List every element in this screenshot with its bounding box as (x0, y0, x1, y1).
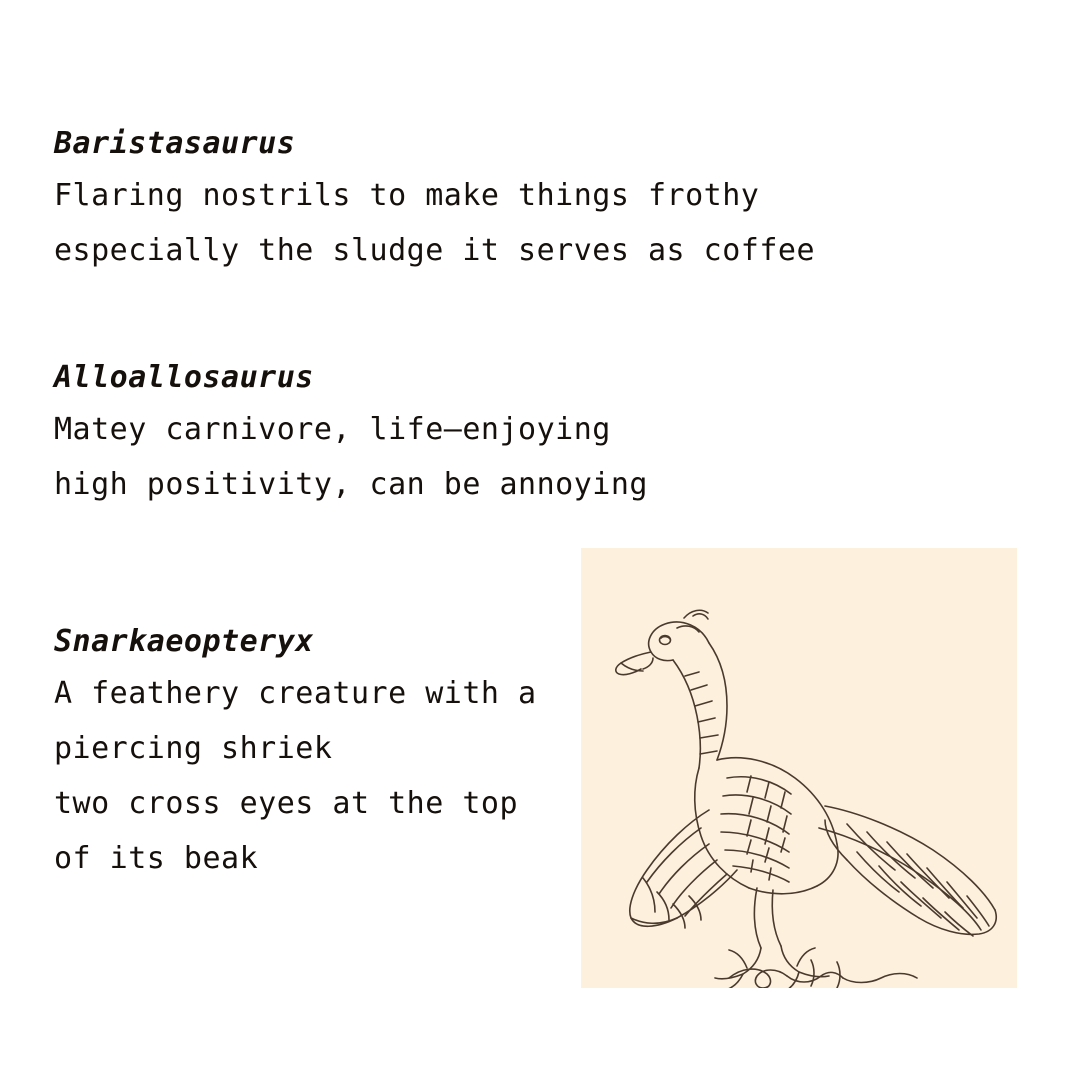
entry-title: Snarkaeopteryx (54, 624, 314, 659)
entry-line: of its beak (54, 841, 259, 876)
entry-line: Matey carnivore, life–enjoying (54, 412, 611, 447)
entry-snarkaeopteryx (54, 618, 537, 886)
entry-line: A feathery creature with a (54, 676, 537, 711)
entry-title: Alloallosaurus (54, 360, 314, 395)
entry-title: Baristasaurus (54, 126, 296, 161)
entry-line: two cross eyes at the top (54, 786, 519, 821)
entry-line: high positivity, can be annoying (54, 467, 648, 502)
entry-line: especially the sludge it serves as coffee (54, 233, 816, 268)
entry-line: Flaring nostrils to make things frothy (54, 178, 760, 213)
entry-line: piercing shriek (54, 731, 333, 766)
entry-baristasaurus (54, 120, 815, 278)
entry-alloallosaurus (54, 354, 648, 512)
